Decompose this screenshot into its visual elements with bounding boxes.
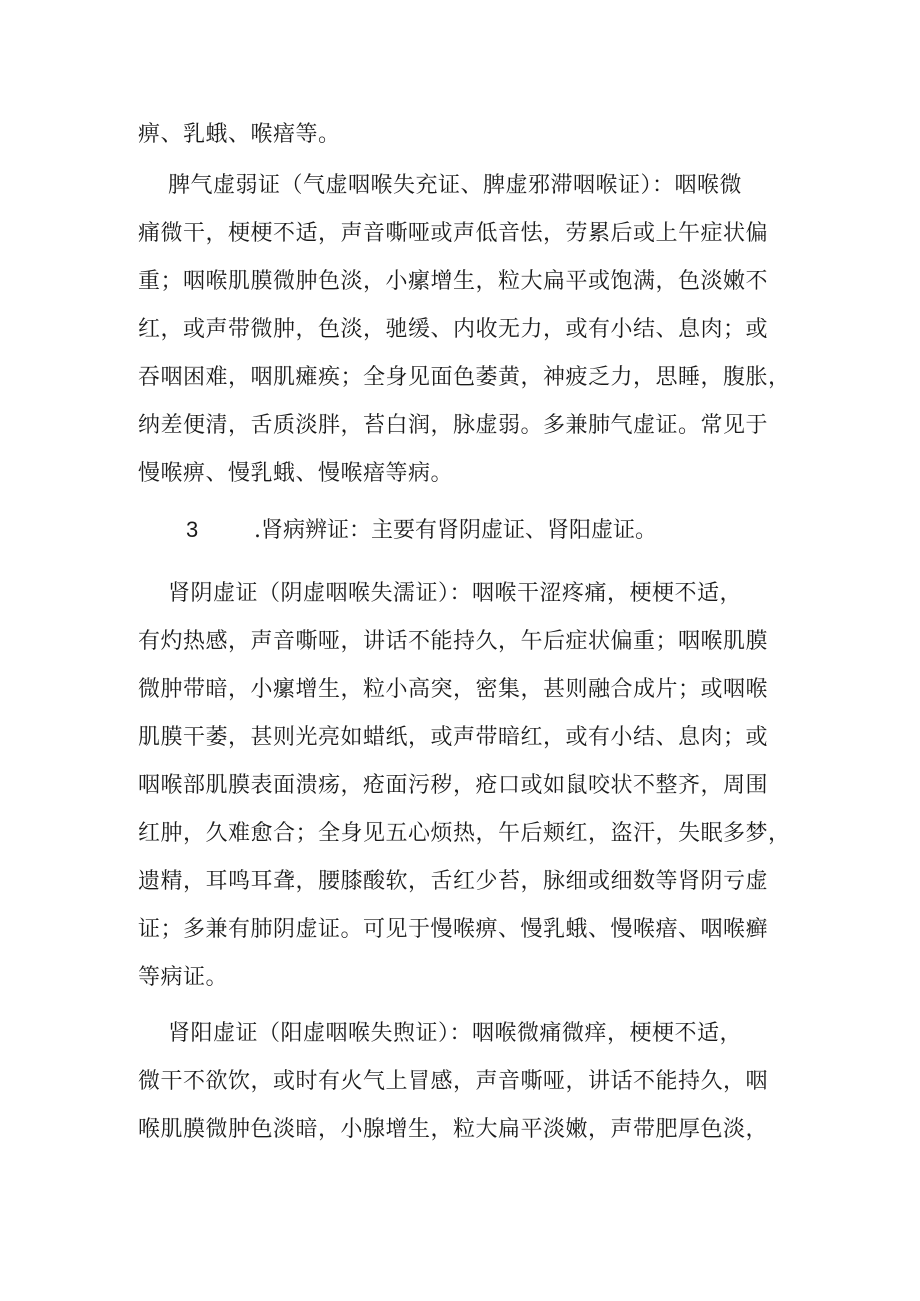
section-heading-kidney [186,506,657,554]
text-line: 等病证。 [138,965,229,990]
text-line: 吞咽困难，咽肌瘫痪；全身见面色萎黄，神疲乏力，思睡，腹胀， [138,365,791,390]
text-line: 痛微干，梗梗不适，声音嘶哑或声低音怯，劳累后或上午症状偏 [138,221,769,246]
text-line: 微干不欲饮，或时有火气上冒感，声音嘶哑，讲话不能持久，咽 [138,1069,769,1094]
text-line: 纳差便清，舌质淡胖，苔白润，脉虚弱。多兼肺气虚证。常见于 [138,413,769,438]
text-line: 脾气虚弱证（气虚咽喉失充证、脾虚邪滞咽喉证）：咽喉微 [138,173,742,198]
text-line: 慢喉痹、慢乳蛾、慢喉瘖等病。 [138,461,454,486]
text-line: 喉肌膜微肿色淡暗，小腺增生，粒大扁平淡嫩，声带肥厚色淡， [138,1117,769,1142]
paragraph-spleen-qi-deficiency [138,162,798,498]
text-line: 咽喉部肌膜表面溃疡，疮面污秽，疮口或如鼠咬状不整齐，周围 [138,773,769,798]
text-line: 痹、乳蛾、喉瘖等。 [138,122,341,147]
section-number: 3 [186,517,199,542]
paragraph-kidney-yin-deficiency [138,570,798,1002]
section-heading-text: .肾病辨证：主要有肾阴虚证、肾阳虚证。 [254,518,657,543]
text-line: 红，或声带微肿，色淡，驰缓、内收无力，或有小结、息肉；或 [138,317,769,342]
paragraph-kidney-yang-deficiency [138,1010,798,1154]
text-line: 重；咽喉肌膜微肿色淡，小瘰增生，粒大扁平或饱满，色淡嫩不 [138,269,769,294]
text-line: 微肿带暗，小瘰增生，粒小高突，密集，甚则融合成片；或咽喉 [138,677,769,702]
text-line: 证；多兼有肺阴虚证。可见于慢喉痹、慢乳蛾、慢喉瘖、咽喉癣 [138,917,769,942]
text-line: 有灼热感，声音嘶哑，讲话不能持久，午后症状偏重；咽喉肌膜 [138,629,769,654]
paragraph-continuation [138,111,798,159]
text-line: 遗精，耳鸣耳聋，腰膝酸软，舌红少苔，脉细或细数等肾阴亏虚 [138,869,769,894]
text-line: 肌膜干萎，甚则光亮如蜡纸，或声带暗红，或有小结、息肉；或 [138,725,769,750]
text-line: 红肿，久难愈合；全身见五心烦热，午后颊红，盗汗，失眠多梦， [138,821,791,846]
text-line: 肾阴虚证（阴虚咽喉失濡证）：咽喉干涩疼痛，梗梗不适， [138,581,742,606]
text-line: 肾阳虚证（阳虚咽喉失煦证）：咽喉微痛微痒，梗梗不适， [138,1021,742,1046]
